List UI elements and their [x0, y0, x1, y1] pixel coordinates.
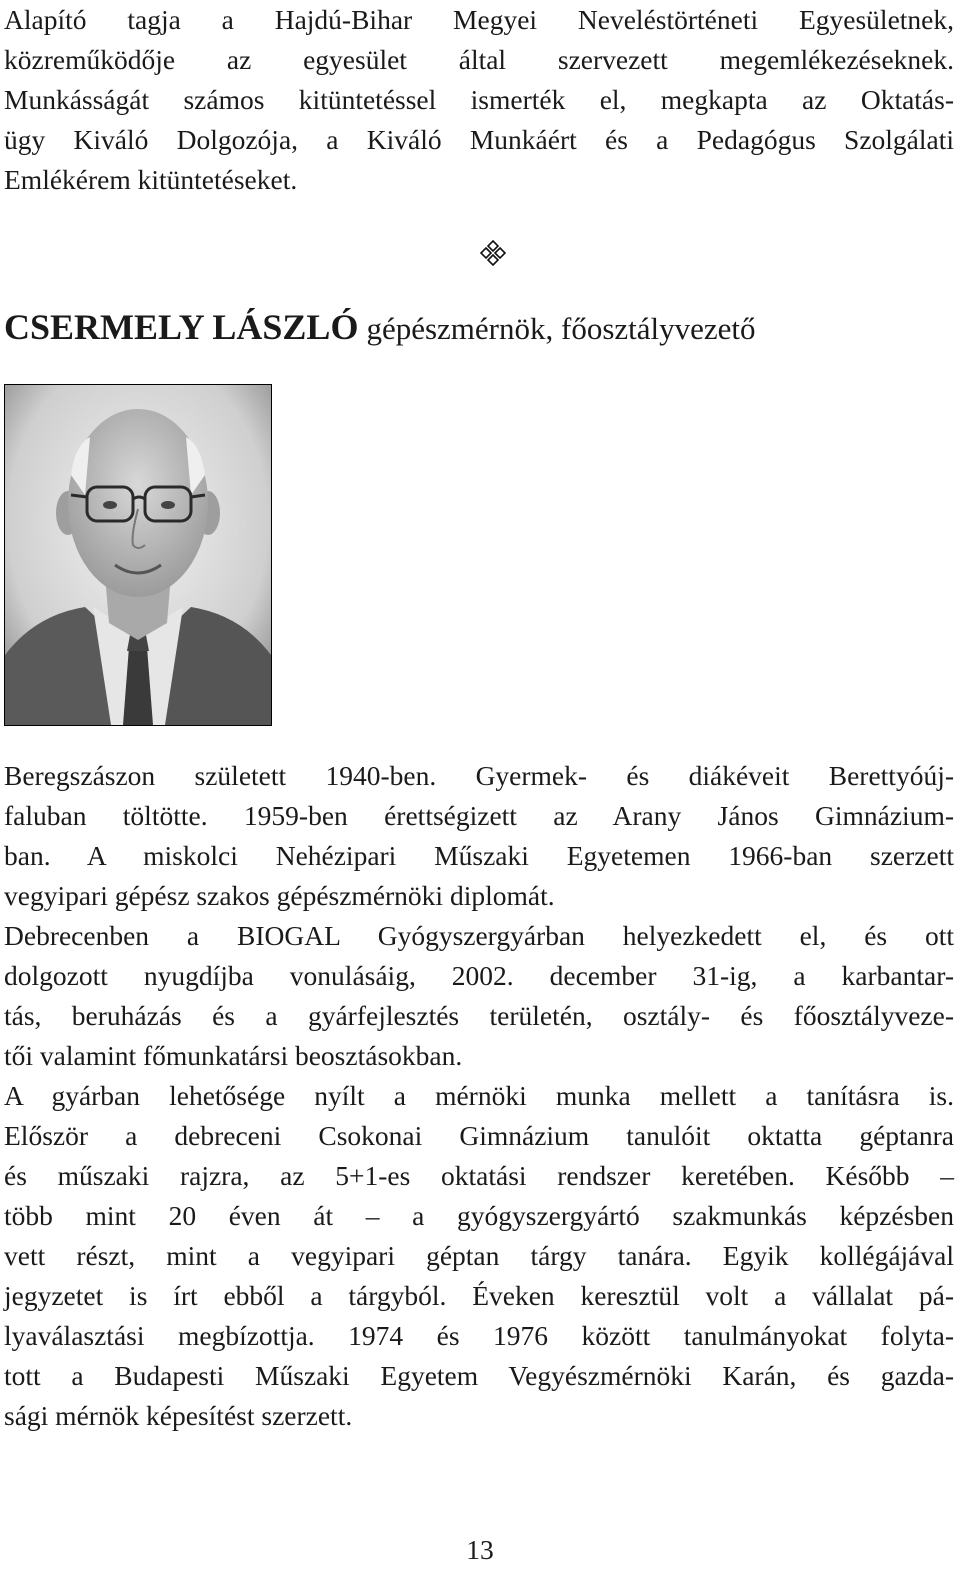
intro-line: közreműködője az egyesület által szervezett megemlékezéseknek.	[4, 44, 954, 75]
bio-line: sági mérnök képesítést szerzett.	[4, 1400, 353, 1431]
intro-line: Emlékérem kitüntetéseket.	[4, 164, 298, 195]
bio-line: dolgozott nyugdíjba vonulásáig, 2002. december 31-ig, a karbantar-	[4, 960, 954, 991]
person-name: CSERMELY LÁSZLÓ	[4, 307, 359, 347]
biography-paragraph	[4, 756, 954, 1436]
bio-line: tás, beruházás és a gyárfejlesztés területén, osztály- és főosztályveze-	[4, 1000, 954, 1031]
bio-line: A gyárban lehetősége nyílt a mérnöki munka mellett a tanításra is.	[4, 1080, 954, 1111]
person-heading	[4, 306, 756, 348]
intro-line: Alapító tagja a Hajdú-Bihar Megyei Neveléstörténeti Egyesületnek,	[4, 4, 954, 35]
bio-line: Beregszászon született 1940-ben. Gyermek- és diákéveit Berettyóúj-	[4, 760, 954, 791]
bio-line: Először a debreceni Csokonai Gimnázium tanulóit oktatta géptanra	[4, 1120, 954, 1151]
bio-line: tői valamint főmunkatársi beosztásokban.	[4, 1040, 463, 1071]
bio-line: vegyipari gépész szakos gépészmérnöki diplomát.	[4, 880, 555, 911]
four-diamond-ornament-icon	[478, 238, 508, 268]
bio-line: tott a Budapesti Műszaki Egyetem Vegyészmérnöki Karán, és gazda-	[4, 1360, 954, 1391]
bio-line: ban. A miskolci Nehézipari Műszaki Egyetemen 1966-ban szerzett	[4, 840, 954, 871]
intro-paragraph	[4, 0, 954, 200]
bio-line: faluban töltötte. 1959-ben érettségizett az Arany János Gimnázium-	[4, 800, 954, 831]
bio-line: vett részt, mint a vegyipari géptan tárgy tanára. Egyik kollégájával	[4, 1240, 954, 1271]
intro-line: Munkásságát számos kitüntetéssel ismerték el, megkapta az Oktatás-	[4, 84, 954, 115]
bio-line: több mint 20 éven át – a gyógyszergyártó szakmunkás képzésben	[4, 1200, 954, 1231]
bio-line: jegyzetet is írt ebből a tárgyból. Éveken keresztül volt a vállalat pá-	[4, 1280, 954, 1311]
page-number: 13	[466, 1534, 494, 1565]
portrait-photo	[4, 384, 272, 726]
bio-line: és műszaki rajzra, az 5+1-es oktatási rendszer keretében. Később –	[4, 1160, 954, 1191]
bio-line: Debrecenben a BIOGAL Gyógyszergyárban helyezkedett el, és ott	[4, 920, 954, 951]
intro-line: ügy Kiváló Dolgozója, a Kiváló Munkáért és a Pedagógus Szolgálati	[4, 124, 954, 155]
bio-line: lyaválasztási megbízottja. 1974 és 1976 között tanulmányokat folyta-	[4, 1320, 954, 1351]
person-title: gépészmérnök, főosztályvezető	[366, 311, 756, 346]
